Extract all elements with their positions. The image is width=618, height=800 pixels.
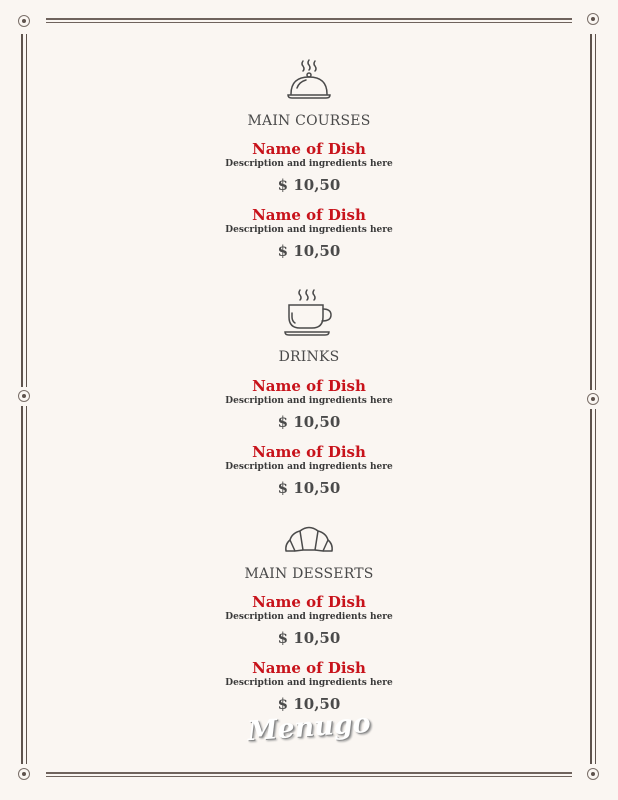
menu-item — [0, 443, 618, 497]
dish-description: Description and ingredients here — [225, 225, 393, 235]
brand-logo: Menugo — [246, 707, 372, 748]
dish-description: Description and ingredients here — [225, 612, 393, 622]
top-border-line — [46, 18, 572, 23]
dish-price: $ 10,50 — [277, 413, 341, 431]
dish-name: Name of Dish — [252, 659, 366, 677]
menu-item — [0, 140, 618, 194]
menu-item — [0, 377, 618, 431]
bottom-border-line — [46, 772, 572, 777]
dish-price: $ 10,50 — [277, 695, 341, 713]
dish-description: Description and ingredients here — [225, 159, 393, 169]
dish-description: Description and ingredients here — [225, 678, 393, 688]
corner-ornament-icon — [587, 13, 599, 25]
cloche-icon — [286, 58, 332, 100]
dish-name: Name of Dish — [252, 206, 366, 224]
corner-ornament-icon — [18, 15, 30, 27]
dish-description: Description and ingredients here — [225, 462, 393, 472]
dish-name: Name of Dish — [252, 140, 366, 158]
dish-price: $ 10,50 — [277, 479, 341, 497]
dish-description: Description and ingredients here — [225, 396, 393, 406]
section-title-main-desserts: MAIN DESSERTS — [244, 566, 374, 582]
corner-ornament-icon — [18, 768, 30, 780]
menu-item — [0, 593, 618, 647]
dish-price: $ 10,50 — [277, 176, 341, 194]
dish-name: Name of Dish — [252, 377, 366, 395]
dish-price: $ 10,50 — [277, 242, 341, 260]
croissant-icon — [284, 524, 334, 554]
section-title-main-courses: MAIN COURSES — [247, 113, 371, 129]
dish-price: $ 10,50 — [277, 629, 341, 647]
section-title-drinks: DRINKS — [278, 349, 340, 365]
menu-item — [0, 206, 618, 260]
dish-name: Name of Dish — [252, 443, 366, 461]
coffee-cup-icon — [283, 288, 335, 338]
corner-ornament-icon — [587, 768, 599, 780]
dish-name: Name of Dish — [252, 593, 366, 611]
